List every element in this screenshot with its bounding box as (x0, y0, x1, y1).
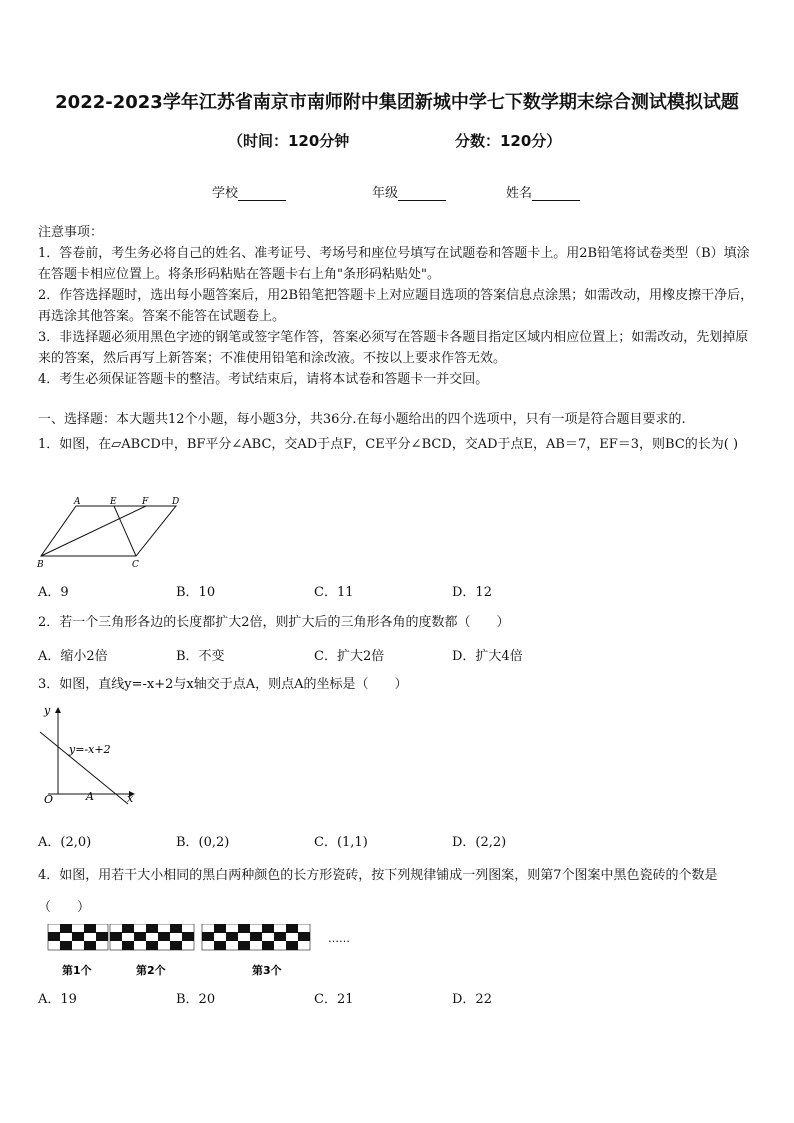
segment-ce (114, 506, 136, 556)
q1-option-d[interactable]: D．12 (452, 585, 492, 600)
note-item-1: 1．答卷前，考生务必将自己的姓名、准考证号、考场号和座位号填写在试题卷和答题卡上。用2B铅笔将试卷类型（B）填涂在答题卡相应位置上。将条形码粘贴在答题卡右上角"条形码粘贴处"。 (38, 246, 750, 282)
note-item-2: 2．作答选择题时，选出每小题答案后，用2B铅笔把答题卡上对应题目选项的答案信息点涂黑；如需改动，用橡皮擦干净后，再选涂其他答案。答案不能答在试题卷上。 (38, 288, 754, 324)
grade-label: 年级 (372, 186, 399, 201)
label-point-a: A (86, 790, 94, 803)
label-pattern-2: 第2个 (136, 964, 166, 977)
notes-heading: 注意事项： (38, 225, 104, 240)
label-a: A (74, 497, 81, 507)
label-x-axis: x (127, 792, 134, 805)
q2-option-c[interactable]: C．扩大2倍 (314, 649, 385, 664)
label-b: B (37, 560, 44, 570)
grade-blank[interactable] (398, 186, 446, 201)
tile-pattern-3 (202, 924, 310, 950)
name-label: 姓名 (506, 186, 533, 201)
note-item-4: 4．考生必须保证答题卡的整洁。考试结束后，请将本试卷和答题卡一并交回。 (38, 372, 489, 387)
page-title: 2022-2023学年江苏省南京市南师附中集团新城中学七下数学期末综合测试模拟试题 (55, 92, 739, 113)
label-pattern-3: 第3个 (252, 964, 282, 977)
q1-option-b[interactable]: B．10 (176, 585, 216, 600)
notes-block (38, 222, 758, 390)
q3-option-b[interactable]: B．(0,2) (176, 835, 230, 850)
question-4-stem: 4．如图，用若干大小相同的黑白两种颜色的长方形瓷砖，按下列规律铺成一列图案，则第7个图案中黑色瓷砖的个数是（ ） (38, 868, 718, 915)
grade-field (372, 182, 446, 201)
q4-option-d[interactable]: D．22 (452, 992, 492, 1007)
tile-pattern-figure (44, 924, 364, 980)
q2-option-d[interactable]: D．扩大4倍 (452, 649, 523, 664)
exam-time: （时间：120分钟 (228, 132, 350, 150)
label-c: C (132, 560, 139, 570)
segment-bf (41, 506, 146, 556)
q1-option-c[interactable]: C．11 (314, 585, 354, 600)
q4-option-b[interactable]: B．20 (176, 992, 216, 1007)
label-line-eq: y=-x+2 (69, 743, 111, 756)
school-field (212, 182, 286, 201)
school-blank[interactable] (238, 186, 286, 201)
tile-pattern-1 (48, 924, 108, 950)
q3-option-c[interactable]: C．(1,1) (314, 835, 368, 850)
question-2-stem: 2．若一个三角形各边的长度都扩大2倍，则扩大后的三角形各角的度数都（ ） (38, 615, 510, 630)
school-label: 学校 (212, 186, 239, 201)
q4-option-c[interactable]: C．21 (314, 992, 354, 1007)
section-heading: 一、选择题：本大题共12个小题，每小题3分，共36分.在每小题给出的四个选项中，只有一项是符合题目要求的. (38, 412, 686, 427)
question-3-stem: 3．如图，直线y=-x+2与x轴交于点A，则点A的坐标是（ ） (38, 677, 408, 692)
label-f: F (142, 497, 149, 507)
note-item-3: 3．非选择题必须用黑色字迹的钢笔或签字笔作答，答案必须写在答题卡各题目指定区域内相应位置上；如需改动，先划掉原来的答案，然后再写上新答案；不准使用铅笔和涂改液。不按以上要求作答无效。 (38, 330, 749, 366)
q3-option-a[interactable]: A．(2,0) (38, 835, 92, 850)
q3-option-d[interactable]: D．(2,2) (452, 835, 507, 850)
exam-score: 分数：120分） (455, 132, 562, 150)
name-field (506, 182, 580, 201)
label-pattern-1: 第1个 (62, 964, 92, 977)
parallelogram-figure (36, 496, 186, 570)
label-e: E (110, 497, 117, 507)
q2-option-b[interactable]: B．不变 (176, 649, 225, 664)
label-y-axis: y (44, 704, 51, 717)
tile-pattern-2 (110, 924, 194, 950)
question-1-stem: 1．如图，在▱ABCD中，BF平分∠ABC，交AD于点F，CE平分∠BCD，交AD于点E，AB＝7，EF＝3，则BC的长为( ) (38, 437, 739, 452)
q1-option-a[interactable]: A．9 (38, 585, 69, 600)
label-d: D (172, 497, 180, 507)
name-blank[interactable] (532, 186, 580, 201)
q4-option-a[interactable]: A．19 (38, 992, 77, 1007)
parallelogram-abcd (41, 506, 176, 556)
pattern-ellipsis: …… (328, 932, 350, 945)
q2-option-a[interactable]: A．缩小2倍 (38, 649, 108, 664)
line-graph-figure (38, 702, 148, 810)
label-origin: O (44, 793, 54, 806)
